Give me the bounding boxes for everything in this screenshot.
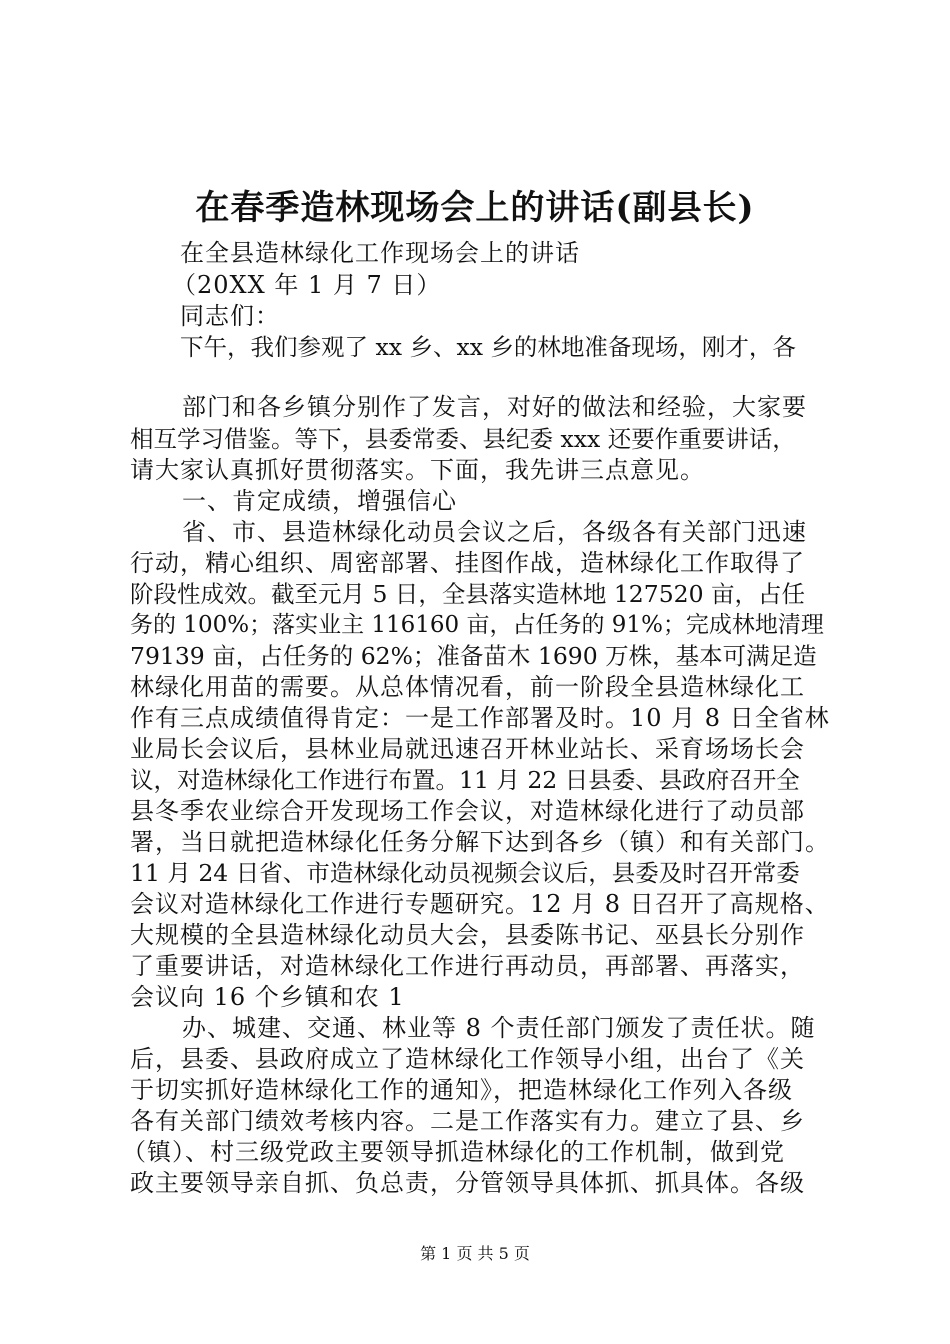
intro-line: 下午，我们参观了 xx 乡、xx 乡的林地准备现场，刚才，各 xyxy=(180,333,796,361)
body-line: 阶段性成效。截至元月 5 日，全县落实造林地 127520 亩，占任 xyxy=(130,580,806,608)
body-line: 会议向 16 个乡镇和农 1 xyxy=(130,983,405,1011)
body-line: 请大家认真抓好贯彻落实。下面，我先讲三点意见。 xyxy=(130,456,705,484)
body-line: 署，当日就把造林绿化任务分解下达到各乡（镇）和有关部门。 xyxy=(130,828,830,856)
body-line: 了重要讲话，对造林绿化工作进行再动员，再部署、再落实， xyxy=(130,952,805,980)
body-line: 于切实抓好造林绿化工作的通知》，把造林绿化工作列入各级 xyxy=(130,1076,793,1104)
body-line: 办、城建、交通、林业等 8 个责任部门颁发了责任状。随 xyxy=(182,1014,816,1042)
body-line: 议，对造林绿化工作进行布置。11 月 22 日县委、县政府召开全 xyxy=(130,766,800,794)
body-line: 林绿化用苗的需要。从总体情况看，前一阶段全县造林绿化工 xyxy=(130,673,805,701)
salutation: 同志们： xyxy=(180,302,280,330)
body-line: 后，县委、县政府成立了造林绿化工作领导小组，出台了《关 xyxy=(130,1045,805,1073)
body-line: 相互学习借鉴。等下，县委常委、县纪委 xxx 还要作重要讲话， xyxy=(130,425,796,453)
body-line: 务的 100%；落实业主 116160 亩，占任务的 91%；完成林地清理 xyxy=(130,612,824,638)
body-line: 部门和各乡镇分别作了发言，对好的做法和经验，大家要 xyxy=(182,393,807,421)
body-line: 11 月 24 日省、市造林绿化动员视频会议后，县委及时召开常委 xyxy=(130,859,800,887)
body-line: 县冬季农业综合开发现场工作会议，对造林绿化进行了动员部 xyxy=(130,797,805,825)
body-line: （镇）、村三级党政主要领导抓造林绿化的工作机制，做到党 xyxy=(122,1138,785,1166)
body-line: 作有三点成绩值得肯定：一是工作部署及时。10 月 8 日全省林 xyxy=(130,704,830,732)
body-line: 省、市、县造林绿化动员会议之后，各级各有关部门迅速 xyxy=(182,518,807,546)
body-line: 79139 亩，占任务的 62%；准备苗木 1690 万株，基本可满足造 xyxy=(130,642,817,670)
speech-heading: 在全县造林绿化工作现场会上的讲话 xyxy=(180,239,580,267)
document-title: 在春季造林现场会上的讲话(副县长) xyxy=(195,188,755,228)
body-line: 政主要领导亲自抓、负总责，分管领导具体抓、抓具体。各级 xyxy=(130,1169,805,1197)
page-footer: 第 1 页 共 5 页 xyxy=(420,1244,530,1263)
body-line: 大规模的全县造林绿化动员大会，县委陈书记、巫县长分别作 xyxy=(130,921,805,949)
body-line: 会议对造林绿化工作进行专题研究。12 月 8 日召开了高规格、 xyxy=(130,890,830,918)
speech-date: （20XX 年 1 月 7 日） xyxy=(172,271,442,299)
body-line: 各有关部门绩效考核内容。二是工作落实有力。建立了县、乡 xyxy=(130,1107,805,1135)
body-line: 业局长会议后，县林业局就迅速召开林业站长、采育场场长会 xyxy=(130,735,805,763)
body-line: 行动，精心组织、周密部署、挂图作战，造林绿化工作取得了 xyxy=(130,549,805,577)
section-heading: 一、肯定成绩，增强信心 xyxy=(182,487,457,515)
